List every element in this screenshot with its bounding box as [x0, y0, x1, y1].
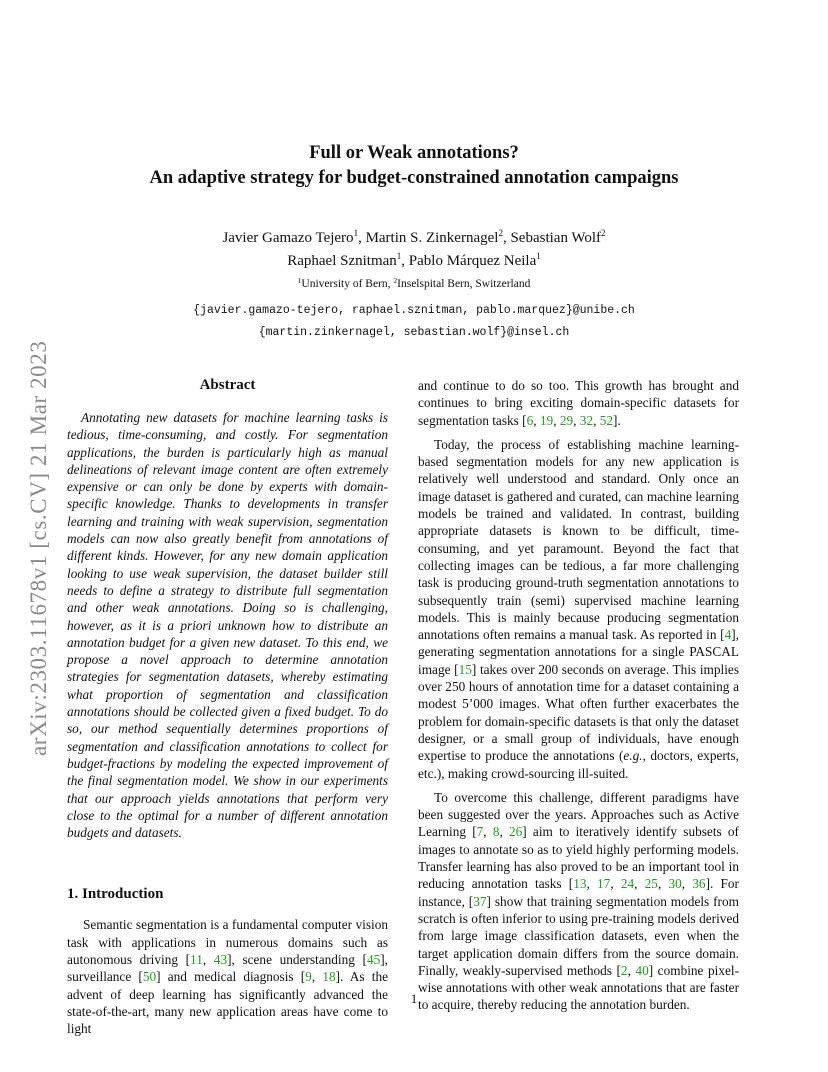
email-line: {martin.zinkernagel, sebastian.wolf}@insel.ch — [258, 326, 570, 339]
citation-link[interactable]: 13 — [573, 876, 587, 892]
author-name: Javier Gamazo Tejero — [222, 230, 354, 246]
introduction-heading: 1. Introduction — [67, 886, 164, 903]
title-line-2: An adaptive strategy for budget-constrained annotation campaigns — [149, 168, 679, 188]
citation-link[interactable]: 8 — [492, 824, 500, 840]
citation-link[interactable]: 9 — [305, 969, 312, 985]
citation-link[interactable]: 30 — [668, 876, 682, 892]
citation-link[interactable]: 45 — [366, 952, 381, 968]
citation-link[interactable]: 37 — [473, 893, 487, 909]
author-name: Raphael Sznitman — [287, 253, 397, 269]
citation-link[interactable]: 6 — [526, 412, 534, 428]
citation-link[interactable]: 29 — [559, 412, 574, 428]
email-line: {javier.gamazo-tejero, raphael.sznitman, pablo.marquez}@unibe.ch — [193, 304, 635, 317]
citation-link[interactable]: 40 — [635, 962, 649, 978]
abstract-heading: Abstract — [199, 377, 256, 393]
citation-link[interactable]: 36 — [692, 876, 706, 892]
citation-link[interactable]: 7 — [476, 824, 484, 840]
author-affiliation-mark: 1 — [536, 251, 541, 261]
page-number: 1 — [410, 991, 418, 1006]
citation-link[interactable]: 43 — [213, 952, 228, 968]
body-paragraph: Today, the process of establishing machine learning-based segmentation models for any new application is relatively well understood and standard. Only once an image dataset is gathered and curated, can machine learning models be trained and validated. In contrast, building appropriate datasets is known to be difficult, time-consuming, and yet paramount. Beyond the fact that collecting images can be tedious, a far more challenging task is producing ground-truth segmentation annotations to subsequently train (semi) supervised machine learning models. This is mainly because producing segmentation annotations often remains a manual task. As reported in [4], generating segmentation annotations for a single PASCAL image [15] takes over 200 seconds on average. This implies over 250 hours of annotation time for a dataset containing a modest 5’000 images. What often further exacerbates the problem for domain-specific datasets is that only the dataset designer, or a small group of individuals, have enough expertise to produce the annotations (e.g., doctors, experts, etc.), making crowd-sourcing ill-suited. — [418, 436, 739, 781]
citation-link[interactable]: 24 — [620, 876, 635, 892]
affiliation-text: Inselspital Bern, Switzerland — [397, 278, 531, 290]
citation-link[interactable]: 19 — [539, 412, 554, 428]
paper-title — [0, 141, 828, 191]
citation-link[interactable]: 25 — [644, 876, 658, 892]
arxiv-identifier — [20, 284, 60, 760]
citation-link[interactable]: 17 — [597, 876, 611, 892]
author-affiliation-mark: 2 — [601, 228, 606, 238]
author-affiliation-mark: 1 — [396, 251, 402, 261]
citation-link[interactable]: 50 — [142, 969, 157, 985]
citation-link[interactable]: 4 — [724, 627, 732, 643]
abstract-text: Annotating new datasets for machine learning tasks is tedious, time-consuming, and costly. For segmentation applications, the burden is particularly high as manual delineations of relevant image content are often extremely expensive or can only be done by experts with domain-specific knowledge. Thanks to developments in transfer learning and training with weak supervision, segmentation models can now also greatly benefit from annotations of different kinds. However, for any new domain application looking to use weak supervision, the dataset builder still needs to define a strategy to distribute full segmentation and other weak annotations. Doing so is challenging, however, as it is a priori unknown how to distribute an annotation budget for a given new dataset. To this end, we propose a novel approach to determine annotation strategies for segmentation datasets, whereby estimating what proportion of segmentation and classification annotations should be collected given a fixed budget. To do so, our method sequentially determines proportions of segmentation and classification annotations to collect for budget-fractions by modeling the expected improvement of the final segmentation model. We show in our experiments that our approach yields annotations that perform very close to the optimal for a number of different annotation budgets and datasets. — [67, 410, 388, 841]
left-column — [67, 376, 388, 1038]
author-list: Javier Gamazo Tejero$^1$, Martin S. Zinkernagel$^2$, Sebastian Wolf$^2$ Raphael Sznitman$^1$, Pablo Márquez Neila$^1$ — [222, 228, 606, 269]
citation-link[interactable]: 52 — [599, 412, 614, 428]
arxiv-identifier-text: arXiv:2303.11678v1 [cs.CV] 21 Mar 2023 — [26, 340, 51, 756]
body-paragraph: and continue to do so too. This growth has brought and continues to bring exciting domain-specific datasets for segmentation tasks [6, 19, 29, 32, 52]. — [418, 378, 739, 428]
citation-link[interactable]: 2 — [620, 962, 628, 978]
title-line-1: Full or Weak annotations? — [309, 143, 519, 163]
author-affiliation-mark: 1 — [353, 228, 359, 238]
citation-link[interactable]: 11 — [190, 952, 203, 968]
right-column — [418, 377, 739, 1014]
affiliation-text: University of Bern, — [301, 278, 394, 290]
author-emails — [0, 300, 828, 344]
body-paragraph: To overcome this challenge, different paradigms have been suggested over the years. Approaches such as Active Learning [7, 8, 26] aim to iteratively identify subsets of images to annotate so as to yield highly performing models. Transfer learning has also proved to be an important tool in reducing annotation tasks [13, 17, 24, 25, 30, 36]. For instance, [37] show that training segmentation models from scratch is often inferior to using pre-training models derived from large image classification datasets, even when the target application domain differs from the source domain. Finally, weakly-supervised methods [2, 40] combine pixel-wise annotations with other weak annotations that are faster to acquire, thereby reducing the annotation burden. — [418, 789, 739, 1013]
author-name: Martin S. Zinkernagel — [365, 230, 499, 246]
citation-link[interactable]: 26 — [509, 824, 523, 840]
author-name: Sebastian Wolf — [510, 230, 602, 246]
intro-paragraph: Semantic segmentation is a fundamental computer vision task with applications in numerous domains such as autonomous driving [11, 43], scene understanding [45], surveillance [50] and medical diagnosis [9, 18]. As the advent of deep learning has significantly advanced the state-of-the-art, many new application areas have come to light — [67, 917, 388, 1037]
author-name: Pablo Márquez Neila — [408, 253, 537, 269]
author-affiliation-mark: 2 — [498, 228, 503, 238]
affiliation-mark: 2 — [393, 276, 398, 285]
citation-link[interactable]: 18 — [322, 969, 336, 985]
citation-link[interactable]: 32 — [579, 412, 594, 428]
affiliation-mark: 1 — [297, 276, 302, 285]
affiliations — [0, 276, 828, 292]
citation-link[interactable]: 15 — [458, 661, 472, 677]
